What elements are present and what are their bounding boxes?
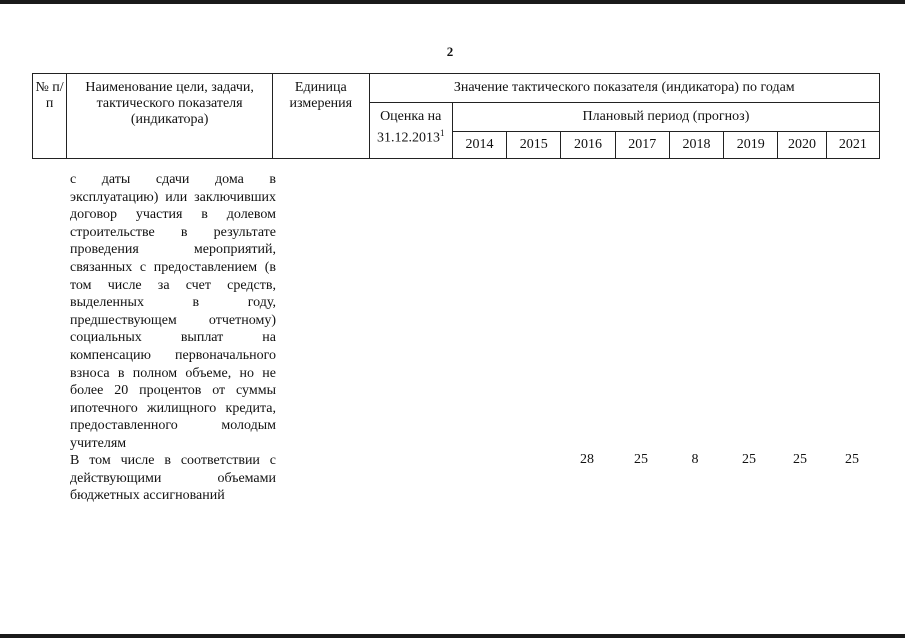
value-2019: 25 xyxy=(742,452,756,467)
year-2017: 2017 xyxy=(615,132,669,159)
value-2018: 8 xyxy=(691,452,699,467)
bottom-border xyxy=(0,634,905,638)
year-2014: 2014 xyxy=(452,132,506,159)
year-2018: 2018 xyxy=(669,132,723,159)
header-estimate xyxy=(369,103,452,159)
value-2020: 25 xyxy=(793,452,807,467)
year-2016: 2016 xyxy=(561,132,615,159)
value-2021: 25 xyxy=(845,452,859,467)
header-name: Наименование цели, задачи, тактического показателя (индикатора) xyxy=(67,74,273,159)
year-2021: 2021 xyxy=(826,132,879,159)
header-estimate-text: Оценка на 31.12.2013 xyxy=(376,109,442,146)
value-2016: 28 xyxy=(580,452,594,467)
header-estimate-sup: 1 xyxy=(439,128,445,138)
header-table xyxy=(32,73,880,159)
year-2015: 2015 xyxy=(507,132,561,159)
value-2017: 25 xyxy=(634,452,648,467)
page-number: 2 xyxy=(446,44,454,59)
header-values: Значение тактического показателя (индикатора) по годам xyxy=(369,74,879,103)
header-plan: Плановый период (прогноз) xyxy=(452,103,879,132)
top-border xyxy=(0,0,905,4)
row-text-continuation: с даты сдачи дома в эксплуатацию) или заключивших договор участия в долевом строительстве в результате проведения мероприятий, связанных с предоставлением (в том числе за счет средств, выделенных в году, предшествующем отчетному) социальных выплат на компенсацию первоначального взноса в полном объеме, но не более 20 процентов от суммы ипотечного жилищного кредита, предоставленного молодым учителям xyxy=(70,172,276,451)
row-text-budget: В том числе в соответствии с действующими объемами бюджетных ассигнований xyxy=(70,453,276,504)
year-2019: 2019 xyxy=(724,132,778,159)
header-num: № п/п xyxy=(33,74,67,159)
header-unit: Единица измерения xyxy=(273,74,369,159)
year-2020: 2020 xyxy=(778,132,826,159)
